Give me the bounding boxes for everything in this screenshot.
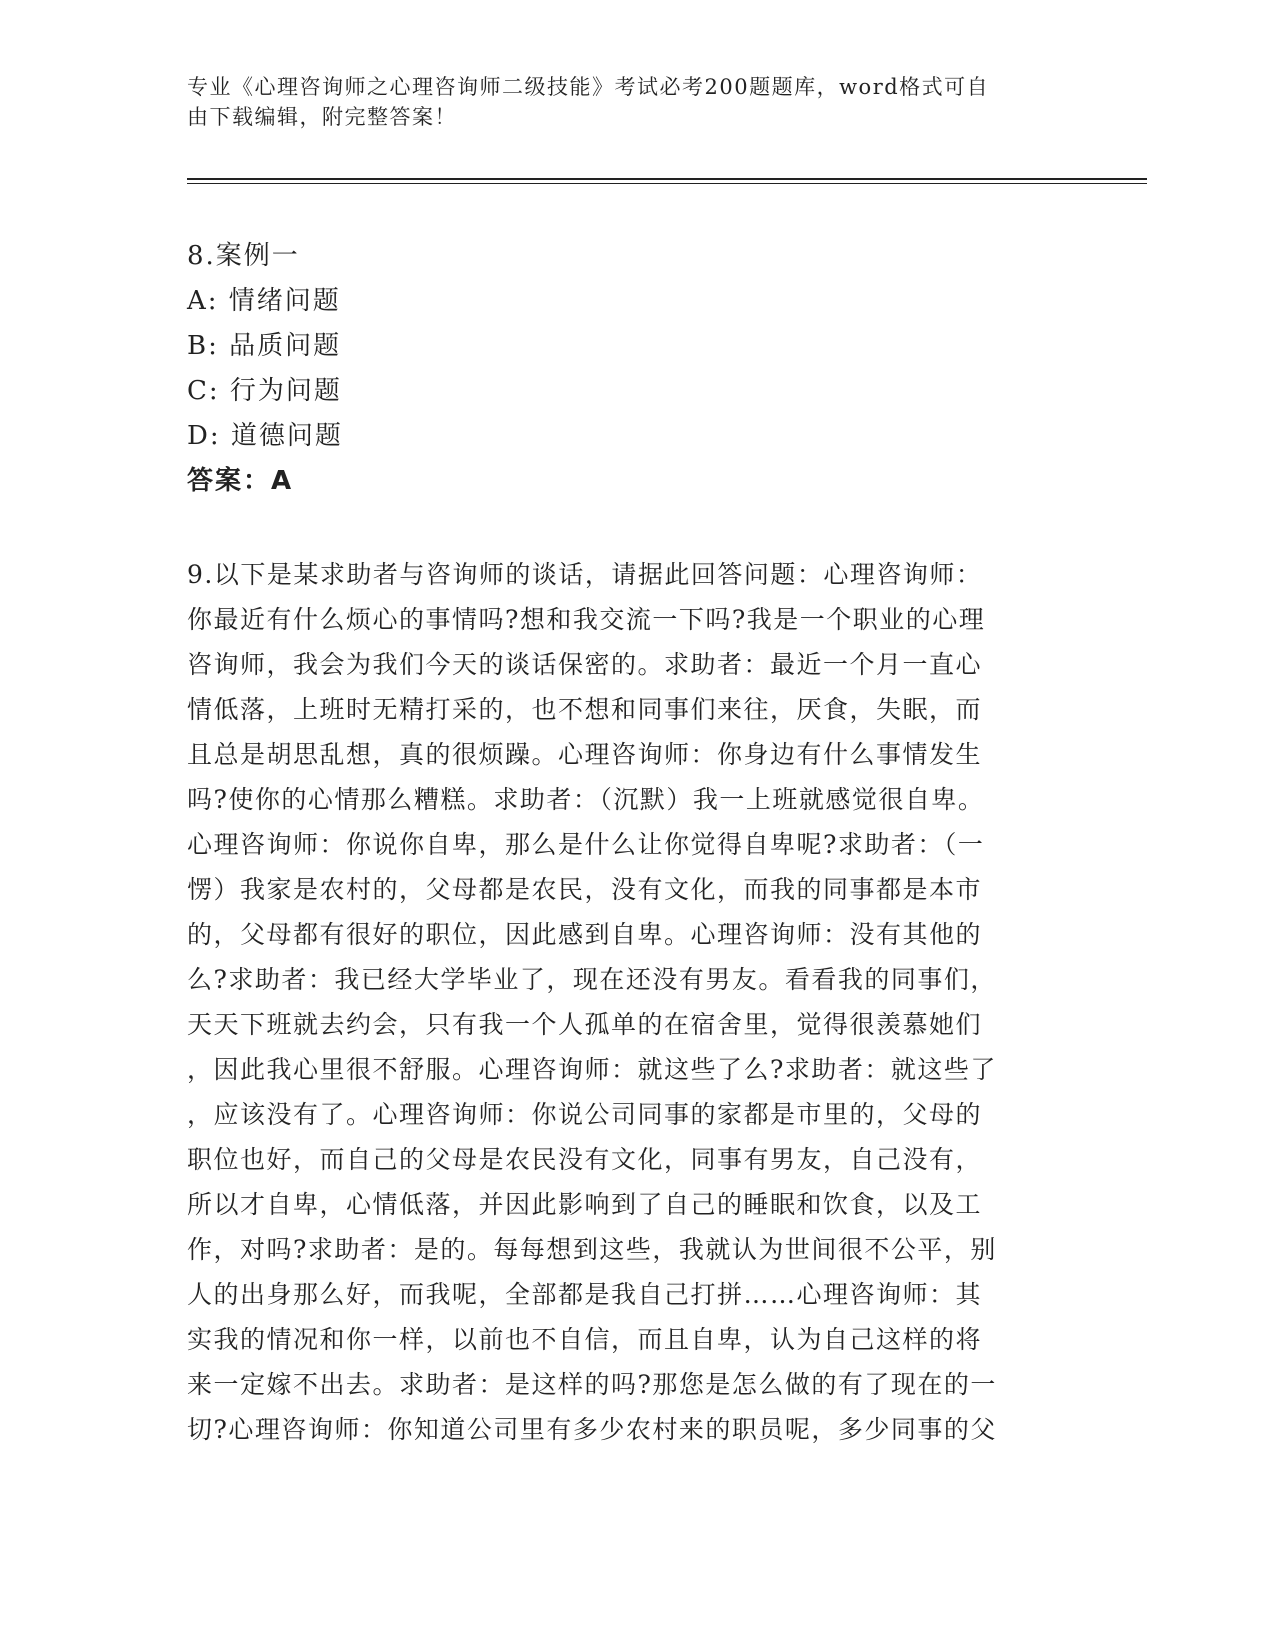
question-text-line: 人的出身那么好，而我呢，全部都是我自己打拼……心理咨询师：其 — [187, 1280, 983, 1309]
option-c: C: 行为问题 — [187, 376, 342, 406]
document-header — [187, 72, 1067, 132]
question-text-line: 实我的情况和你一样，以前也不自信，而且自卑，认为自己这样的将 — [187, 1325, 983, 1354]
option-a: A: 情绪问题 — [187, 286, 341, 316]
question-text-line: 的，父母都有很好的职位，因此感到自卑。心理咨询师：没有其他的 — [187, 920, 983, 949]
question-text-line: 你最近有什么烦心的事情吗?想和我交流一下吗?我是一个职业的心理 — [187, 605, 986, 634]
header-divider-thick — [187, 178, 1147, 180]
question-text-line: 所以才自卑，心情低落，并因此影响到了自己的睡眠和饮食，以及工 — [187, 1190, 983, 1219]
question-9 — [187, 552, 1057, 1452]
option-d: D: 道德问题 — [187, 421, 343, 451]
question-text-line: 么?求助者：我已经大学毕业了，现在还没有男友。看看我的同事们， — [187, 965, 997, 994]
question-text-line: 来一定嫁不出去。求助者：是这样的吗?那您是怎么做的有了现在的一 — [187, 1370, 997, 1399]
option-b: B: 品质问题 — [187, 331, 342, 361]
question-text-line: 9.以下是某求助者与咨询师的谈话，请据此回答问题：心理咨询师： — [187, 560, 983, 589]
question-text-line: ，因此我心里很不舒服。心理咨询师：就这些了么?求助者：就这些了 — [187, 1055, 997, 1084]
question-text-line: 吗?使你的心情那么糟糕。求助者：（沉默）我一上班就感觉很自卑。 — [187, 785, 985, 814]
question-text-line: 天天下班就去约会，只有我一个人孤单的在宿舍里，觉得很羡慕她们 — [187, 1010, 983, 1039]
question-text-line: 切?心理咨询师：你知道公司里有多少农村来的职员呢，多少同事的父 — [187, 1415, 997, 1444]
header-line: 由下载编辑，附完整答案！ — [187, 105, 457, 129]
question-text-line: 咨询师，我会为我们今天的谈话保密的。求助者：最近一个月一直心 — [187, 650, 983, 679]
question-text-line: 职位也好，而自己的父母是农民没有文化，同事有男友，自己没有， — [187, 1145, 983, 1174]
question-text-line: ，应该没有了。心理咨询师：你说公司同事的家都是市里的，父母的 — [187, 1100, 983, 1129]
header-line: 专业《心理咨询师之心理咨询师二级技能》考试必考200题题库，word格式可自 — [187, 75, 990, 99]
question-title: 8.案例一 — [187, 241, 300, 271]
question-text-line: 愣）我家是农村的，父母都是农民，没有文化，而我的同事都是本市 — [187, 875, 983, 904]
question-text-line: 且总是胡思乱想，真的很烦躁。心理咨询师：你身边有什么事情发生 — [187, 740, 983, 769]
question-text-line: 心理咨询师：你说你自卑，那么是什么让你觉得自卑呢?求助者：（一 — [187, 830, 985, 859]
answer: 答案：A — [187, 466, 294, 496]
question-8 — [187, 234, 1087, 504]
question-text-line: 情低落，上班时无精打采的，也不想和同事们来往，厌食，失眠，而 — [187, 695, 983, 724]
header-divider-thin — [187, 183, 1147, 184]
question-text-line: 作，对吗?求助者：是的。每每想到这些，我就认为世间很不公平，别 — [187, 1235, 997, 1264]
